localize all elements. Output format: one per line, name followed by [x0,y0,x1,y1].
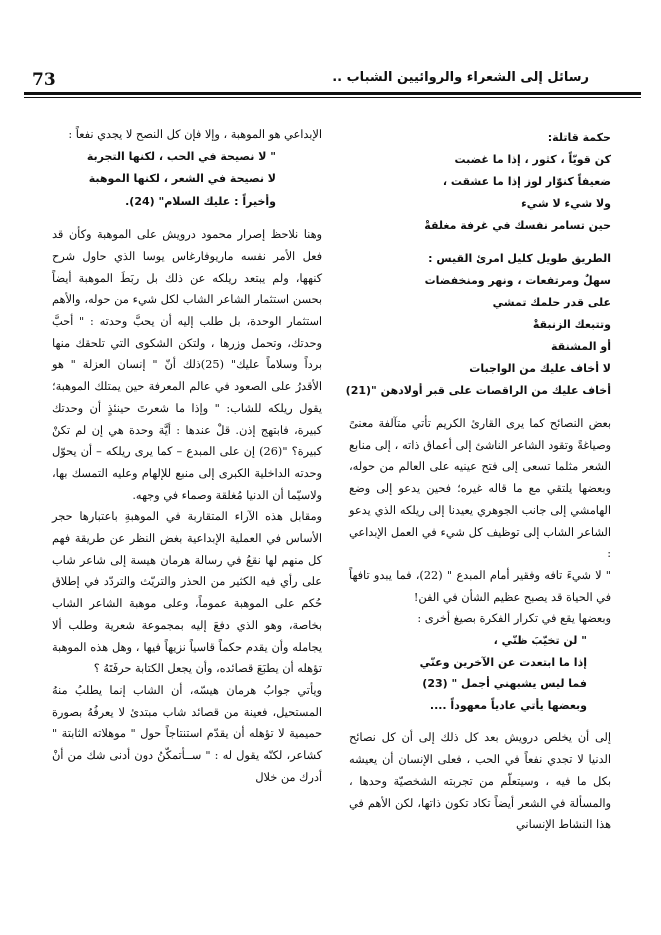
poem-line: كن قويّاً ، كثور ، إذا ما غضبت [454,153,611,166]
header-rule-thick [24,92,641,95]
verse-line: " لا نصيحة في الحب ، لكنها التجربة [86,149,276,163]
verse-line: وأخيراً : عليك السلام" (24). [125,194,276,208]
body-paragraph: " لا شيءَ تافه وفقير أمام المبدع " (22)، فما يبدو تافهاً في الحياة قد يصبح عظيم الشأن في الفن! [349,568,611,604]
body-paragraph: وبعضها يقع في تكرار الفكرة بصيغ أخرى : [417,612,611,626]
verse-line: " لن تخيّبَ ظنّي ، [493,634,587,648]
poem-line: ضعيفاً كنوّار لوز إذا ما عشقت ، [442,175,611,188]
body-paragraph: ويأتي جوابُ هرمان هيسّه، أن الشاب إنما يطلبُ منهُ المستحيل، فعينة من قصائد شاب مبتدئ لا يعرفُهُ بصورة حميمية لا تؤهله أن يقدّم استنتاجاً حول " موهلاته الثابتة " كشاعر، لكنّه يقول له : " ســأتمكّنُ دون أدنى شك من أنْ أدرك من خلال [52,683,322,784]
right-column [345,127,611,836]
body-paragraph: إلى أن يخلص درويش بعد كل ذلك إلى أن كل نصائح الدنيا لا تجدي نفعاً في الحب ، فعلى الإنسان أن يعيشه بكل ما فيه ، وسيتعلّم من تجربته الشخصيّة وحدها ، والمسألة في الشعر أيضاً تكاد تكون ذاتها، لكن الأهم في هذا النشاط الإنساني [349,731,611,832]
verse-line: فما ليس يشبهني أجمل " (23) [422,677,587,691]
quoted-verse [52,146,322,214]
body-paragraph: وهنا نلاحظ إصرار محمود درويش على الموهبة وكأن قد فعل الأمر نفسه ماريوفارغاس يوسا الذي حاول شرح كنهها، ولم يبتعد ريلكه عن ذلك بل ربَطَ الموهبة أيضاً بحسن استثمار الشاعر الشاب لكل شيء من حوله، والأهم استثمار الوحدة، بل طلب إليه أن يحبَّ وحدته : " أحبَّ وحدتك، وتحمل وزرها ، ولتكن الشكوى التي تلحقك منها برداً وسلاماً عليك" (25)ذلك أنّ " إنسان العزلة " هو الأقدرُ على الصعود في عالم المعرفة حين يمتلك الموهبة؛ يقول ريلكه للشاب: " وإذا ما شعرتَ حينئذٍ أن وحدتك كبيرة، فابتهج إذن. قلْ عندها : أيَّة وحدة هي إن لم تكنْ كبيرة؟ "(26) إن على المبدع – كما يرى ريلكه – أن يحوّل وحدته الداخلية الكبرى إلى منبع للإلهام وعليه التمسك بها، ولاسيّما أن الدنيا مُغلقة وصماء في وجهه. [52,228,322,502]
poem-line: حين تسامر نفسك في غرفة مغلقةْ [424,219,611,232]
poem-line: ولا شيء لا شيء [521,197,611,210]
page-number: 73 [32,70,56,90]
verse-line: لا نصيحة في الشعر ، لكنها الموهبة [88,172,276,186]
poem-line: وتتبعك الزنبقةْ [532,318,611,331]
body-paragraph: الإبداعي هو الموهبة ، وإلا فإن كل النصح لا يجدي نفعاً : [68,128,322,141]
poem-line: أو المشنقة [551,340,611,353]
quoted-verse [349,630,611,716]
poem-block-2 [345,248,611,402]
verse-line: إذا ما ابتعدت عن الآخرين وعنّي [419,655,587,669]
header-rule-thin [24,97,641,98]
poem-line: أخاف عليك من الراقصات على قبر أولادهن "(21) [345,384,611,397]
poem-block-1 [349,127,611,237]
body-paragraph: ومقابل هذه الآراء المتقاربة في الموهبةِ باعتبارها حجر الأساس في العملية الإبداعية بغض النظر عن طريقة فهم كل منهم لها نقعُ في رسالة هرمان هيسة إلى شاعر شاب على رأي فيه الكثير من الحذر والتريّث والتردّد في إطلاق حُكم على الموهبة عموماً، وعلى موهبة الشاعر الشاب بخاصة، وهو الذي دفعَ إليه بمجموعة شعرية وطلب ألا يجامله وأن يقدم حكماً قاسياً نزيهاً فيها ، وهل هذه الموهبة تؤهله أن يطبَعَ قصائده، وأن يجعل الكتابة حرفَتَهُ ؟ [52,510,322,676]
running-title: رسائل إلى الشعراء والروائيين الشباب .. [332,70,589,85]
left-column [52,124,322,788]
poem-line: حكمة قاتلة: [547,131,611,144]
poem-line: لا أخاف عليك من الواجبات [469,362,611,375]
page-header [24,44,641,90]
body-paragraph: بعض النصائح كما يرى القارئ الكريم تأتي متآلفة معنىً وصياغةً وتقود الشاعر الناشئ إلى أعماق ذاته ، إلى منابع الشعر مثلما تسعى إلى فتح عينيه على العالم من حوله، وبعضها يلتقي مع ما قاله غيره؛ فحين يدعو إلى وضع الهامشي إلى جانب الجوهري يعيدنا إلى ريلكه الذي يدعو الشاعر الشاب إلى توظيف كل شيء في العمل الإبداعي : [349,417,611,561]
verse-line: وبعضها يأتي عادياً معهوداً .... [429,698,587,712]
poem-line: سهلٌ ومرتفعات ، ونهر ومنخفضات [424,274,611,287]
poem-line: الطريق طويل كليل امرئ القيس : [428,252,611,265]
poem-line: على قدر حلمك تمشي [492,296,611,309]
